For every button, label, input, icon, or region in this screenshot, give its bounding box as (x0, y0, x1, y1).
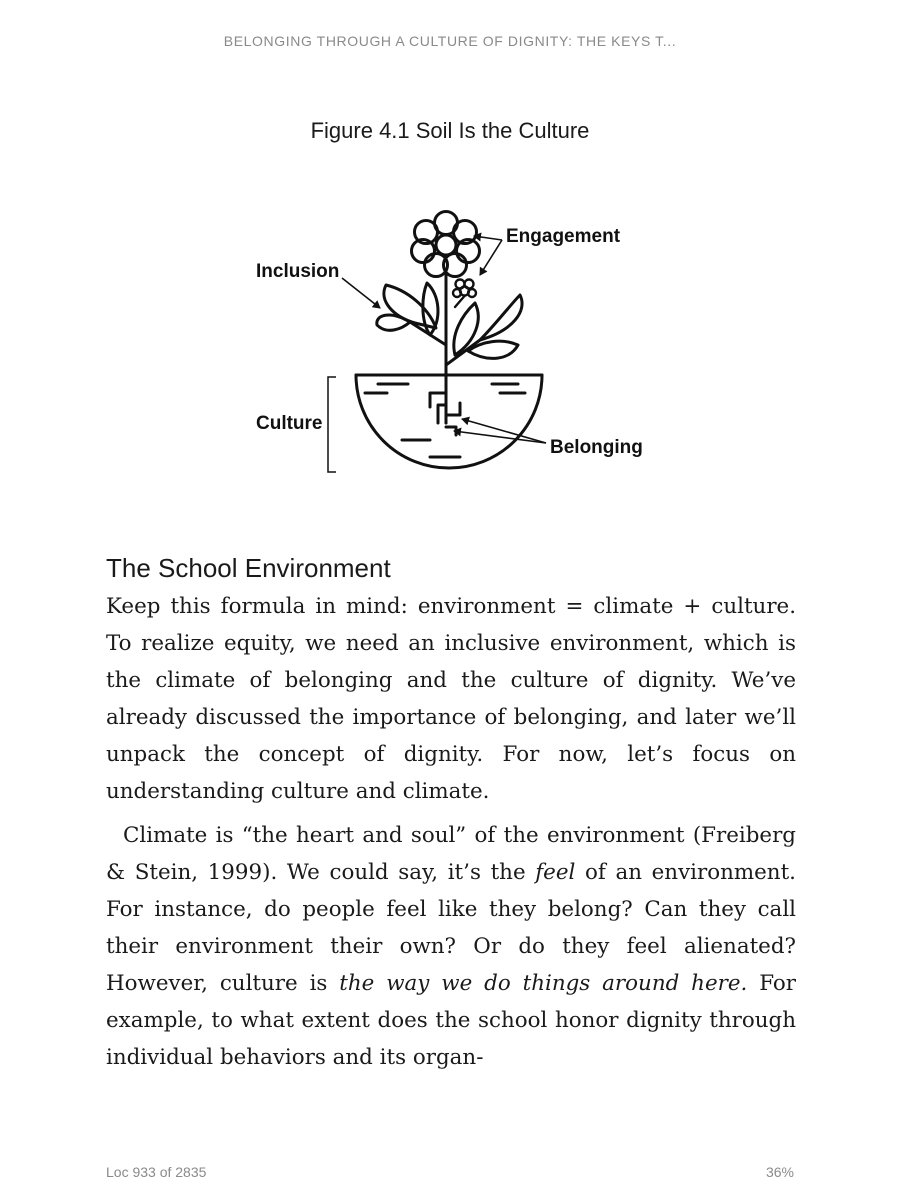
paragraph-2-part-2: of an environment. For instance, do people feel like they belong? Can they call their environment their own? Or do they feel alienated? However, culture is (106, 860, 796, 996)
paragraph-2-part-1: Climate is “the heart and soul” of the environment (Freiberg & Stein, 1999). We could say, it’s the (106, 823, 796, 885)
figure-caption: Figure 4.1 Soil Is the Culture (310, 118, 590, 143)
label-engagement: Engagement (506, 226, 621, 247)
paragraph-2-part-3: For example, to what extent does the school honor dignity through individual behaviors and its organ- (106, 971, 796, 1070)
figure-soil-is-culture (250, 195, 650, 485)
location-indicator: Loc 933 of 2835 (106, 1164, 207, 1180)
label-belonging: Belonging (550, 437, 643, 458)
label-inclusion: Inclusion (256, 261, 340, 282)
paragraph-2-emphasis-1: feel (535, 860, 576, 885)
leaf-left-icon (377, 283, 446, 345)
pot-icon (356, 375, 542, 468)
bud-icon (453, 280, 476, 308)
book-content (106, 553, 796, 1076)
reading-progress: 36% (765, 1164, 794, 1180)
running-header: BELONGING THROUGH A CULTURE OF DIGNITY: THE KEYS T... (223, 33, 677, 49)
paragraph-2-emphasis-2: the way we do things around here. (339, 971, 748, 996)
flower-pot-diagram-icon (250, 195, 650, 485)
label-culture: Culture (256, 413, 323, 434)
paragraph-2 (106, 817, 796, 1076)
flower-icon (412, 212, 480, 277)
section-title: The School Environment (106, 553, 391, 583)
paragraph-1: Keep this formula in mind: environment = climate + culture. To realize equity, we need an inclusive environment, which is the climate of belonging and the culture of dignity. We’ve already discussed the importance of belonging, and later we’ll unpack the concept of dignity. For now, let’s focus on understanding culture and climate. (106, 594, 796, 804)
